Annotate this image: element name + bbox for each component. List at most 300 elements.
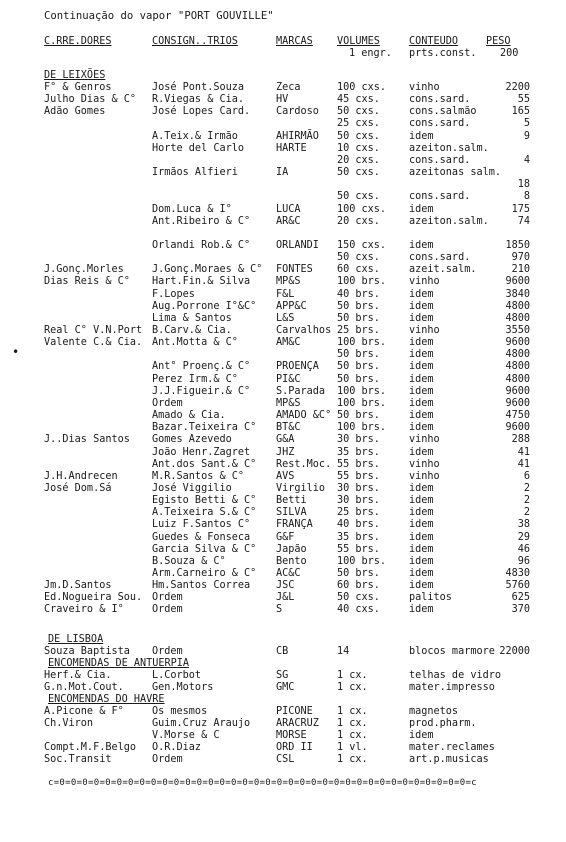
table-row xyxy=(0,131,566,143)
cell-volumes: 50 cxs. xyxy=(337,252,380,264)
table-row xyxy=(0,682,566,694)
cell-conteudo: azeitonas salm. xyxy=(409,167,502,179)
cell-peso: 9600 xyxy=(505,276,530,288)
cell-volumes: 25 brs. xyxy=(337,325,380,336)
cell-conteudo: idem xyxy=(409,422,434,434)
cell-conteudo: idem xyxy=(409,288,434,300)
cell-peso: 4800 xyxy=(505,312,530,324)
cell-consignatario: José Viggilio xyxy=(152,482,232,494)
cell-consignatario: Amado & Cia. xyxy=(152,410,226,422)
cell-consignatario: Gen.Motors xyxy=(152,682,214,693)
cell-conteudo: azeit.salm. xyxy=(409,264,477,276)
cell-consignatario: Gomes Azevedo xyxy=(152,434,232,446)
cell-peso: 9600 xyxy=(505,397,530,409)
cell-marca: ORD II xyxy=(276,742,313,753)
cell-marca: MP&S xyxy=(276,276,301,288)
cell-peso: 4800 xyxy=(505,361,530,373)
header-consignatarios: C.RRE.DORES xyxy=(44,36,112,47)
table-row xyxy=(0,82,566,94)
cell-volumes: 100 cxs. xyxy=(337,203,387,215)
table-row xyxy=(0,459,566,471)
cell-consignatario: Hm.Santos Correa xyxy=(152,580,251,592)
table-row xyxy=(0,422,566,434)
cell-peso: 41 xyxy=(517,446,530,458)
cell-marca: Virgilio xyxy=(276,482,326,494)
cell-peso: 41 xyxy=(517,458,530,470)
cell-peso: 210 xyxy=(511,264,530,276)
cell-marca: Rest.Moc. xyxy=(276,458,332,470)
cell-conteudo: vinho xyxy=(409,434,440,446)
cell-consignatario: Hart.Fin.& Silva xyxy=(152,276,251,288)
cell-consignatario: João Henr.Zagret xyxy=(152,446,251,458)
cell-conteudo: idem xyxy=(409,337,434,349)
table-row xyxy=(0,240,566,252)
cell-conteudo: idem xyxy=(409,604,434,616)
cell-volumes: 50 cxs. xyxy=(337,191,380,203)
cell-volumes: 100 brs. xyxy=(337,337,387,349)
cell-conteudo: idem xyxy=(409,397,434,409)
header-marcas: MARCAS xyxy=(276,36,313,47)
cell-volumes: 100 brs. xyxy=(337,276,387,288)
cell-peso: 1850 xyxy=(505,239,530,251)
cell-peso: 4800 xyxy=(505,373,530,385)
table-row xyxy=(0,289,566,301)
cell-volumes: 50 cxs. xyxy=(337,106,380,118)
cell-marca: FONTES xyxy=(276,264,313,276)
cell-peso: 9 xyxy=(523,130,530,142)
cell-volumes: 50 brs. xyxy=(337,373,380,385)
table-row xyxy=(0,410,566,422)
document-title: Continuação do vapor "PORT GOUVILLE" xyxy=(44,10,274,22)
cell-peso: 4800 xyxy=(505,349,530,361)
cell-marca: PI&C xyxy=(276,373,301,385)
table-row xyxy=(0,374,566,386)
cell-volumes: 1 cx. xyxy=(337,718,368,729)
margin-dot: • xyxy=(12,345,20,359)
cell-marca: F&L xyxy=(276,288,295,300)
table-row xyxy=(0,143,566,155)
cell-conteudo: vinho xyxy=(409,276,440,288)
table-row xyxy=(0,301,566,313)
cell-conteudo: idem xyxy=(409,373,434,385)
section-antuerpia-title: ENCOMENDAS DE ANTUERPIA xyxy=(48,658,190,669)
cell-marca: PICONE xyxy=(276,706,313,717)
cell-volumes: 35 brs. xyxy=(337,531,380,543)
cell-volumes: 50 brs. xyxy=(337,312,380,324)
cell-consignatario: M.R.Santos & C° xyxy=(152,470,245,482)
cell-peso: 625 xyxy=(511,592,530,604)
cell-peso: 4 xyxy=(523,154,530,166)
cell-consignatario: Os mesmos xyxy=(152,706,208,717)
cell-volumes: 100 cxs. xyxy=(337,82,387,93)
cell-volumes: 50 cxs. xyxy=(337,167,380,179)
cell-consignatario: Lima & Santos xyxy=(152,312,232,324)
cell-consignatario: B.Souza & C° xyxy=(152,555,226,567)
cell-marca: S.Parada xyxy=(276,385,326,397)
cell-volumes: 50 cxs. xyxy=(337,592,380,604)
cell-remetente: Compt.M.F.Belgo xyxy=(44,742,137,753)
cell-volumes: 25 brs. xyxy=(337,507,380,519)
cell-volumes: 100 brs. xyxy=(337,555,387,567)
cell-peso: 6 xyxy=(523,470,530,482)
table-row xyxy=(0,276,566,288)
cell-marca: HARTE xyxy=(276,142,307,154)
table-row xyxy=(0,434,566,446)
cell-volumes: 1 cx. xyxy=(337,706,368,717)
cell-remetente: Herf.& Cia. xyxy=(44,670,112,681)
cell-marca: FRANÇA xyxy=(276,519,313,531)
cell-volumes: 100 brs. xyxy=(337,397,387,409)
cell-marca: PROENÇA xyxy=(276,361,319,373)
cell-conteudo: azeiton.salm. xyxy=(409,142,489,154)
cell-volumes: 50 brs. xyxy=(337,361,380,373)
cell-consignatario: Orlandi Rob.& C° xyxy=(152,239,251,251)
cell-consignatario: Garcia Silva & C° xyxy=(152,543,257,555)
cell-peso: 8 xyxy=(523,191,530,203)
cell-peso: 22000 xyxy=(499,646,530,657)
cell-volumes: 10 cxs. xyxy=(337,142,380,154)
cell-consignatario: Dom.Luca & I° xyxy=(152,203,232,215)
table-row xyxy=(0,204,566,216)
cell-conteudo: idem xyxy=(409,543,434,555)
cell-volumes: 25 cxs. xyxy=(337,118,380,130)
cell-peso: 165 xyxy=(511,106,530,118)
cell-volumes: 60 cxs. xyxy=(337,264,380,276)
cell-peso: 96 xyxy=(517,555,530,567)
cell-remetente: Souza Baptista xyxy=(44,646,130,657)
cell-consignatario: José Lopes Card. xyxy=(152,106,251,118)
cell-volumes: 50 cxs. xyxy=(337,130,380,142)
cell-conteudo: idem xyxy=(409,730,434,741)
cell-volumes: 50 brs. xyxy=(337,349,380,361)
cell-peso: 970 xyxy=(511,252,530,264)
cell-peso: 74 xyxy=(517,215,530,227)
cell-volumes: 1 cx. xyxy=(337,682,368,693)
cell-remetente: J..Dias Santos xyxy=(44,434,130,446)
cell-conteudo: azeiton.salm. xyxy=(409,215,489,227)
cell-volumes: 35 brs. xyxy=(337,446,380,458)
cell-marca: AMADO &C° xyxy=(276,410,332,422)
table-row xyxy=(0,580,566,592)
subheader-conteudo: prts.const. xyxy=(409,48,477,59)
cell-remetente: Soc.Transit xyxy=(44,754,112,765)
cell-marca: GMC xyxy=(276,682,295,693)
table-row xyxy=(0,544,566,556)
cell-peso: 370 xyxy=(511,604,530,616)
cell-remetente: A.Picone & F° xyxy=(44,706,124,717)
cell-consignatario: A.Teix.& Irmão xyxy=(152,130,238,142)
table-row xyxy=(0,252,566,264)
table-row xyxy=(0,532,566,544)
cell-consignatario: Ant.Ribeiro & C° xyxy=(152,215,251,227)
cell-conteudo: prod.pharm. xyxy=(409,718,477,729)
cell-remetente: Jm.D.Santos xyxy=(44,580,112,592)
cell-conteudo: idem xyxy=(409,203,434,215)
cell-conteudo: idem xyxy=(409,580,434,592)
cell-conteudo: blocos marmore xyxy=(409,646,495,657)
cell-marca: AR&C xyxy=(276,215,301,227)
cell-conteudo: cons.sard. xyxy=(409,118,471,130)
cell-remetente: Craveiro & I° xyxy=(44,604,124,616)
cell-consignatario: Aug.Porrone I°&C° xyxy=(152,300,257,312)
cell-conteudo: idem xyxy=(409,495,434,507)
cell-peso: 55 xyxy=(517,94,530,106)
cell-remetente: Ch.Viron xyxy=(44,718,94,729)
cell-peso: 3840 xyxy=(505,288,530,300)
cell-volumes: 30 brs. xyxy=(337,434,380,446)
table-row xyxy=(0,507,566,519)
cell-volumes: 50 brs. xyxy=(337,300,380,312)
subheader-volumes: 1 engr. xyxy=(349,48,392,59)
table-row xyxy=(0,730,566,742)
cell-consignatario: Ordem xyxy=(152,592,183,604)
table-row xyxy=(0,386,566,398)
cell-consignatario: Ant.dos Sant.& C° xyxy=(152,458,257,470)
cell-consignatario: O.R.Diaz xyxy=(152,742,202,753)
table-row xyxy=(0,706,566,718)
cell-volumes: 30 brs. xyxy=(337,495,380,507)
cell-consignatario: Irmãos Alfieri xyxy=(152,167,238,179)
cell-marca: AVS xyxy=(276,470,295,482)
cell-volumes: 55 brs. xyxy=(337,543,380,555)
cell-marca: JSC xyxy=(276,580,295,592)
cell-volumes: 45 cxs. xyxy=(337,94,380,106)
section-lisboa-title: DE LISBOA xyxy=(48,634,104,645)
cell-peso: 2200 xyxy=(505,82,530,93)
section-leixoes-title: DE LEIXÕES xyxy=(44,70,106,81)
table-row xyxy=(0,447,566,459)
cell-remetente: Julho Dias & C° xyxy=(44,94,137,106)
cell-peso: 3550 xyxy=(505,325,530,336)
cell-marca: Bento xyxy=(276,555,307,567)
cell-consignatario: Guedes & Fonseca xyxy=(152,531,251,543)
cell-remetente: G.n.Mot.Cout. xyxy=(44,682,124,693)
table-row xyxy=(0,556,566,568)
cell-remetente: Adão Gomes xyxy=(44,106,106,118)
cell-consignatario: Egisto Betti & C° xyxy=(152,495,257,507)
cell-marca: Zeca xyxy=(276,82,301,93)
cell-remetente: J.H.Andrecen xyxy=(44,470,118,482)
cell-marca: HV xyxy=(276,94,289,106)
cell-conteudo: idem xyxy=(409,239,434,251)
cell-peso: 9600 xyxy=(505,422,530,434)
cell-marca: G&A xyxy=(276,434,295,446)
cell-conteudo: idem xyxy=(409,446,434,458)
cell-volumes: 50 brs. xyxy=(337,568,380,579)
table-row xyxy=(0,94,566,106)
cell-marca: SILVA xyxy=(276,507,307,519)
table-row xyxy=(0,106,566,118)
cell-marca: Cardoso xyxy=(276,106,319,118)
cell-conteudo: idem xyxy=(409,568,434,579)
table-row xyxy=(0,646,566,658)
table-row xyxy=(0,670,566,682)
cell-marca: G&F xyxy=(276,531,295,543)
table-row xyxy=(0,216,566,228)
cell-consignatario: J.Gonç.Moraes & C° xyxy=(152,264,263,276)
cell-conteudo: magnetos xyxy=(409,706,459,717)
cell-peso: 38 xyxy=(517,519,530,531)
cell-remetente: Ed.Nogueira Sou. xyxy=(44,592,143,604)
cell-consignatario: Ordem xyxy=(152,754,183,765)
cell-conteudo: cons.sard. xyxy=(409,252,471,264)
cell-marca: AM&C xyxy=(276,337,301,349)
cell-conteudo: idem xyxy=(409,519,434,531)
cell-marca: ORLANDI xyxy=(276,239,319,251)
cell-conteudo: idem xyxy=(409,410,434,422)
cell-consignatario: L.Corbot xyxy=(152,670,202,681)
cell-marca: J&L xyxy=(276,592,295,604)
table-row xyxy=(0,118,566,130)
cell-peso: 4830 xyxy=(505,568,530,579)
cell-peso: 4800 xyxy=(505,300,530,312)
cell-conteudo: vinho xyxy=(409,470,440,482)
cell-volumes: 55 brs. xyxy=(337,470,380,482)
table-row xyxy=(0,718,566,730)
cell-volumes: 20 cxs. xyxy=(337,215,380,227)
cell-consignatario: A.Teixeira S.& C° xyxy=(152,507,257,519)
cell-volumes: 20 cxs. xyxy=(337,154,380,166)
cell-conteudo: idem xyxy=(409,482,434,494)
cell-conteudo: idem xyxy=(409,361,434,373)
table-row xyxy=(0,483,566,495)
cell-conteudo: cons.salmão xyxy=(409,106,477,118)
cell-remetente: J.Gonç.Morles xyxy=(44,264,124,276)
cell-volumes: 100 brs. xyxy=(337,385,387,397)
cell-consignatario: Guim.Cruz Araujo xyxy=(152,718,251,729)
table-row xyxy=(0,604,566,616)
cell-conteudo: cons.sard. xyxy=(409,154,471,166)
cell-volumes: 40 cxs. xyxy=(337,604,380,616)
cell-conteudo: telhas de vidro xyxy=(409,670,502,681)
cell-volumes: 14 xyxy=(337,646,350,657)
cell-volumes: 1 vl. xyxy=(337,742,368,753)
cell-consignatario: Arm.Carneiro & C° xyxy=(152,568,257,579)
table-row xyxy=(0,398,566,410)
cell-consignatario: Ant.Motta & C° xyxy=(152,337,238,349)
cell-marca: LUCA xyxy=(276,203,301,215)
cell-volumes: 1 cx. xyxy=(337,730,368,741)
cell-consignatario: Ordem xyxy=(152,397,183,409)
header-conteudo: CONTEUDO xyxy=(409,36,459,47)
cell-conteudo: cons.sard. xyxy=(409,191,471,203)
cell-remetente: Valente C.& Cia. xyxy=(44,337,143,349)
table-row xyxy=(0,313,566,325)
cell-volumes: 150 cxs. xyxy=(337,239,387,251)
cell-peso: 175 xyxy=(511,203,530,215)
cell-consignatario: B.Carv.& Cia. xyxy=(152,325,232,336)
cell-marca: ARACRUZ xyxy=(276,718,319,729)
cell-peso: 2 xyxy=(523,482,530,494)
table-row xyxy=(0,568,566,580)
cell-volumes: 100 brs. xyxy=(337,422,387,434)
table-row xyxy=(0,264,566,276)
cell-volumes: 55 brs. xyxy=(337,458,380,470)
cell-consignatario: J.J.Figueir.& C° xyxy=(152,385,251,397)
cell-peso: 288 xyxy=(511,434,530,446)
cell-marca: MP&S xyxy=(276,397,301,409)
cell-consignatario: Luiz F.Santos C° xyxy=(152,519,251,531)
table-row xyxy=(0,742,566,754)
table-row xyxy=(0,191,566,203)
table-row xyxy=(0,592,566,604)
cell-conteudo: vinho xyxy=(409,325,440,336)
cell-marca: AC&C xyxy=(276,568,301,579)
table-row xyxy=(0,519,566,531)
cell-conteudo: art.p.musicas xyxy=(409,754,489,765)
cell-consignatario: Ordem xyxy=(152,604,183,616)
cell-peso: 5 xyxy=(523,118,530,130)
cell-peso: 18 xyxy=(517,179,530,191)
cell-volumes: 40 brs. xyxy=(337,288,380,300)
table-row xyxy=(0,179,566,191)
header-peso: PESO xyxy=(486,36,511,47)
table-row xyxy=(0,155,566,167)
cell-conteudo: mater.reclames xyxy=(409,742,495,753)
table-row xyxy=(0,471,566,483)
cell-volumes: 1 cx. xyxy=(337,754,368,765)
cell-marca: Japão xyxy=(276,543,307,555)
table-row xyxy=(0,325,566,337)
cell-volumes: 30 brs. xyxy=(337,482,380,494)
cell-conteudo: vinho xyxy=(409,82,440,93)
table-row xyxy=(0,754,566,766)
cell-peso: 5760 xyxy=(505,580,530,592)
cell-marca: AHIRMÃO xyxy=(276,130,319,142)
cell-peso: 2 xyxy=(523,507,530,519)
cell-consignatario: José Pont.Souza xyxy=(152,82,245,93)
cell-marca: JHZ xyxy=(276,446,295,458)
cell-volumes: 50 brs. xyxy=(337,410,380,422)
cell-peso: 46 xyxy=(517,543,530,555)
table-row xyxy=(0,228,566,240)
cell-conteudo: idem xyxy=(409,349,434,361)
cell-peso: 2 xyxy=(523,495,530,507)
cell-conteudo: idem xyxy=(409,507,434,519)
cell-consignatario: Perez Irm.& C° xyxy=(152,373,238,385)
cell-conteudo: vinho xyxy=(409,458,440,470)
cell-peso: 29 xyxy=(517,531,530,543)
header-volumes: VOLUMES xyxy=(337,36,380,47)
cell-marca: S xyxy=(276,604,283,616)
cell-marca: Betti xyxy=(276,495,307,507)
cell-volumes: 40 brs. xyxy=(337,519,380,531)
cell-remetente: Dias Reis & C° xyxy=(44,276,130,288)
cell-remetente: José Dom.Sá xyxy=(44,482,112,494)
cell-marca: IA xyxy=(276,167,289,179)
cell-consignatario: Ant° Proenç.& C° xyxy=(152,361,251,373)
cell-conteudo: cons.sard. xyxy=(409,94,471,106)
table-row xyxy=(0,337,566,349)
cell-marca: MORSE xyxy=(276,730,307,741)
cell-peso: 4750 xyxy=(505,410,530,422)
cell-conteudo: idem xyxy=(409,531,434,543)
table-row xyxy=(0,361,566,373)
subheader-peso: 200 xyxy=(500,48,519,59)
cell-volumes: 60 brs. xyxy=(337,580,380,592)
header-consignatarios-2: CONSIGN..TRIOS xyxy=(152,36,238,47)
cell-peso: 9600 xyxy=(505,385,530,397)
cell-conteudo: mater.impresso xyxy=(409,682,495,693)
cell-volumes: 1 cx. xyxy=(337,670,368,681)
cell-conteudo: idem xyxy=(409,555,434,567)
cell-conteudo: palitos xyxy=(409,592,452,604)
section-havre-title: ENCOMENDAS DO HAVRE xyxy=(48,694,165,705)
cell-conteudo: idem xyxy=(409,300,434,312)
cell-remetente: F° & Genros xyxy=(44,82,112,93)
cell-conteudo: idem xyxy=(409,130,434,142)
cell-consignatario: F.Lopes xyxy=(152,288,195,300)
